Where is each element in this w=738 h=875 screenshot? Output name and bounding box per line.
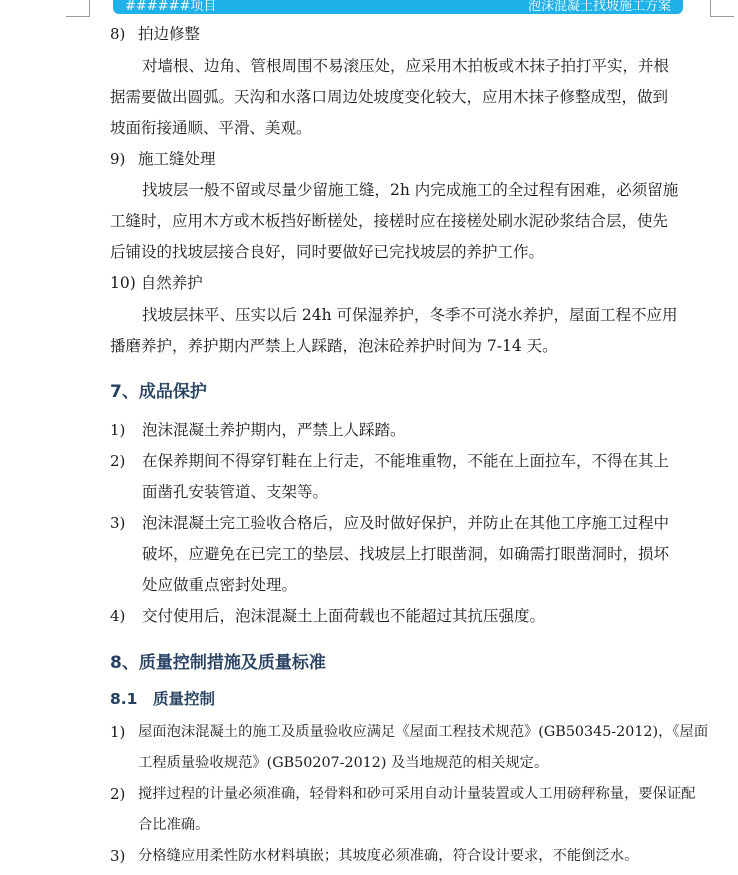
list-item-line: 破坏，应避免在已完工的垫层、找坡层上打眼凿洞，如确需打眼凿洞时，损坏 bbox=[142, 545, 670, 563]
list-item-line: 工程质量验收规范》(GB50207-2012) 及当地规范的相关规定。 bbox=[138, 755, 549, 771]
paragraph-line: 对墙根、边角、管根周围不易滚压处，应采用木拍板或木抹子拍打平实，并根 bbox=[142, 57, 670, 75]
section-heading: 8、质量控制措施及质量标准 bbox=[110, 653, 326, 673]
subsection-heading: 8.1 质量控制 bbox=[110, 690, 215, 708]
step-number: 9) bbox=[110, 150, 126, 168]
list-number: 2) bbox=[110, 785, 126, 803]
paragraph-line: 据需要做出圆弧。天沟和水落口周边处坡度变化较大，应用木抹子修整成型，做到 bbox=[110, 88, 669, 106]
step-number: 8) bbox=[110, 25, 126, 43]
list-number: 1) bbox=[110, 421, 126, 439]
margin-corner-right bbox=[710, 0, 711, 16]
margin-corner-left bbox=[89, 0, 90, 16]
list-item-line: 泡沫混凝土养护期内，严禁上人踩踏。 bbox=[142, 421, 406, 439]
list-item-line: 在保养期间不得穿钉鞋在上行走，不能堆重物，不能在上面拉车，不得在其上 bbox=[142, 452, 670, 470]
margin-tick-left bbox=[66, 16, 90, 17]
list-item-line: 交付使用后，泡沫混凝土上面荷载也不能超过其抗压强度。 bbox=[142, 607, 546, 625]
list-item-line: 泡沫混凝土完工验收合格后，应及时做好保护，并防止在其他工序施工过程中 bbox=[142, 514, 670, 532]
paragraph-line: 播磨养护，养护期内严禁上人踩踏，泡沫砼养护时间为 7-14 天。 bbox=[110, 337, 558, 355]
section-heading: 7、成品保护 bbox=[110, 382, 207, 402]
list-number: 3) bbox=[110, 514, 126, 532]
margin-tick-right bbox=[710, 16, 734, 17]
list-number: 1) bbox=[110, 723, 126, 741]
paragraph-line: 找坡层一般不留或尽量少留施工缝，2h 内完成施工的全过程有困难，必须留施 bbox=[142, 181, 679, 199]
list-number: 4) bbox=[110, 607, 126, 625]
step-title: 施工缝处理 bbox=[138, 150, 216, 168]
list-item-line: 面凿孔安装管道、支架等。 bbox=[142, 483, 329, 501]
list-number: 2) bbox=[110, 452, 126, 470]
list-item-line: 分格缝应用柔性防水材料填嵌；其坡度必须准确，符合设计要求，不能倒泛水。 bbox=[138, 848, 639, 864]
list-item-line: 屋面泡沫混凝土的施工及质量验收应满足《屋面工程技术规范》(GB50345-2012)，《屋面 bbox=[138, 724, 709, 740]
paragraph-line: 后铺设的找坡层接合良好，同时要做好已完找坡层的养护工作。 bbox=[110, 243, 545, 261]
list-item-line: 处应做重点密封处理。 bbox=[142, 576, 298, 594]
list-number: 3) bbox=[110, 847, 126, 865]
step-title: 拍边修整 bbox=[138, 25, 201, 43]
paragraph-line: 坡面衔接通顺、平滑、美观。 bbox=[110, 119, 312, 137]
paragraph-line: 找坡层抹平、压实以后 24h 可保湿养护，冬季不可浇水养护，屋面工程不应用 bbox=[142, 306, 678, 324]
paragraph-line: 工缝时，应用木方或木板挡好断槎处，接槎时应在接槎处刷水泥砂浆结合层，使先 bbox=[110, 212, 669, 230]
step-title: 10) 自然养护 bbox=[110, 274, 203, 292]
page-header-bar bbox=[113, 0, 683, 14]
list-item-line: 合比准确。 bbox=[138, 817, 210, 833]
list-item-line: 搅拌过程的计量必须准确，轻骨料和砂可采用自动计量装置或人工用磅秤称量，要保证配 bbox=[138, 786, 696, 802]
header-document-title: 泡沫混凝土找坡施工方案 bbox=[527, 0, 671, 14]
header-project-name: ######项目 bbox=[125, 0, 217, 14]
